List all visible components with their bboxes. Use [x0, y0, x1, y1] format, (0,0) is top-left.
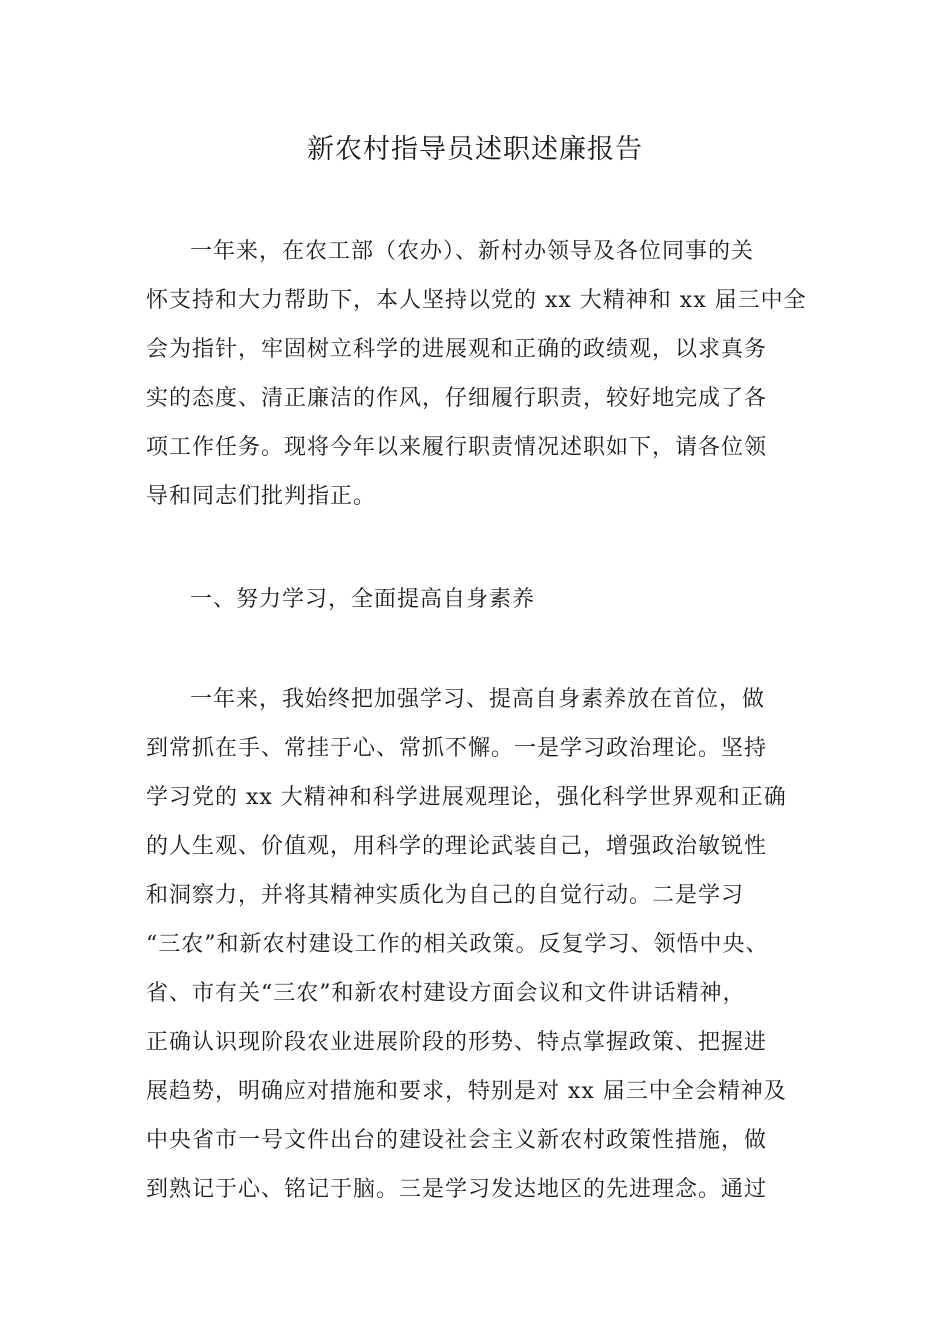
section-line: 中央省市一号文件出台的建设社会主义新农村政策性措施，做 — [146, 1128, 768, 1153]
section-heading: 一、努力学习，全面提高自身素养 — [190, 587, 536, 612]
intro-line: 一年来，在农工部（农办）、新村办领导及各位同事的关 — [190, 239, 755, 264]
section-line: 和洞察力，并将其精神实质化为自己的自觉行动。二是学习 — [146, 883, 745, 908]
intro-line: 会为指针，牢固树立科学的进展观和正确的政绩观，以求真务 — [146, 337, 768, 362]
intro-line: 项工作任务。现将今年以来履行职责情况述职如下，请各位领 — [146, 435, 768, 460]
intro-line: 怀支持和大力帮助下，本人坚持以党的 xx 大精神和 xx 届三中全 — [146, 288, 807, 313]
section-line: 到常抓在手、常挂于心、常抓不懈。一是学习政治理论。坚持 — [146, 736, 768, 761]
section-line: 一年来，我始终把加强学习、提高自身素养放在首位，做 — [190, 687, 766, 712]
document-title: 新农村指导员述职述廉报告 — [307, 134, 643, 165]
section-line: 学习党的 xx 大精神和科学进展观理论，强化科学世界观和正确 — [146, 785, 787, 810]
section-line: 省、市有关“三农”和新农村建设方面会议和文件讲话精神， — [146, 981, 746, 1006]
section-line: 到熟记于心、铭记于脑。三是学习发达地区的先进理念。通过 — [146, 1177, 768, 1202]
section-line: 的人生观、价值观，用科学的理论武装自己，增强政治敏锐性 — [146, 834, 768, 859]
section-line: 展趋势，明确应对措施和要求，特别是对 xx 届三中全会精神及 — [146, 1079, 787, 1104]
intro-line: 实的态度、清正廉洁的作风，仔细履行职责，较好地完成了各 — [146, 386, 768, 411]
section-line: 正确认识现阶段农业进展阶段的形势、特点掌握政策、把握进 — [146, 1030, 768, 1055]
intro-line: 导和同志们批判指正。 — [146, 484, 377, 509]
section-line: “三农”和新农村建设工作的相关政策。反复学习、领悟中央、 — [146, 932, 769, 957]
